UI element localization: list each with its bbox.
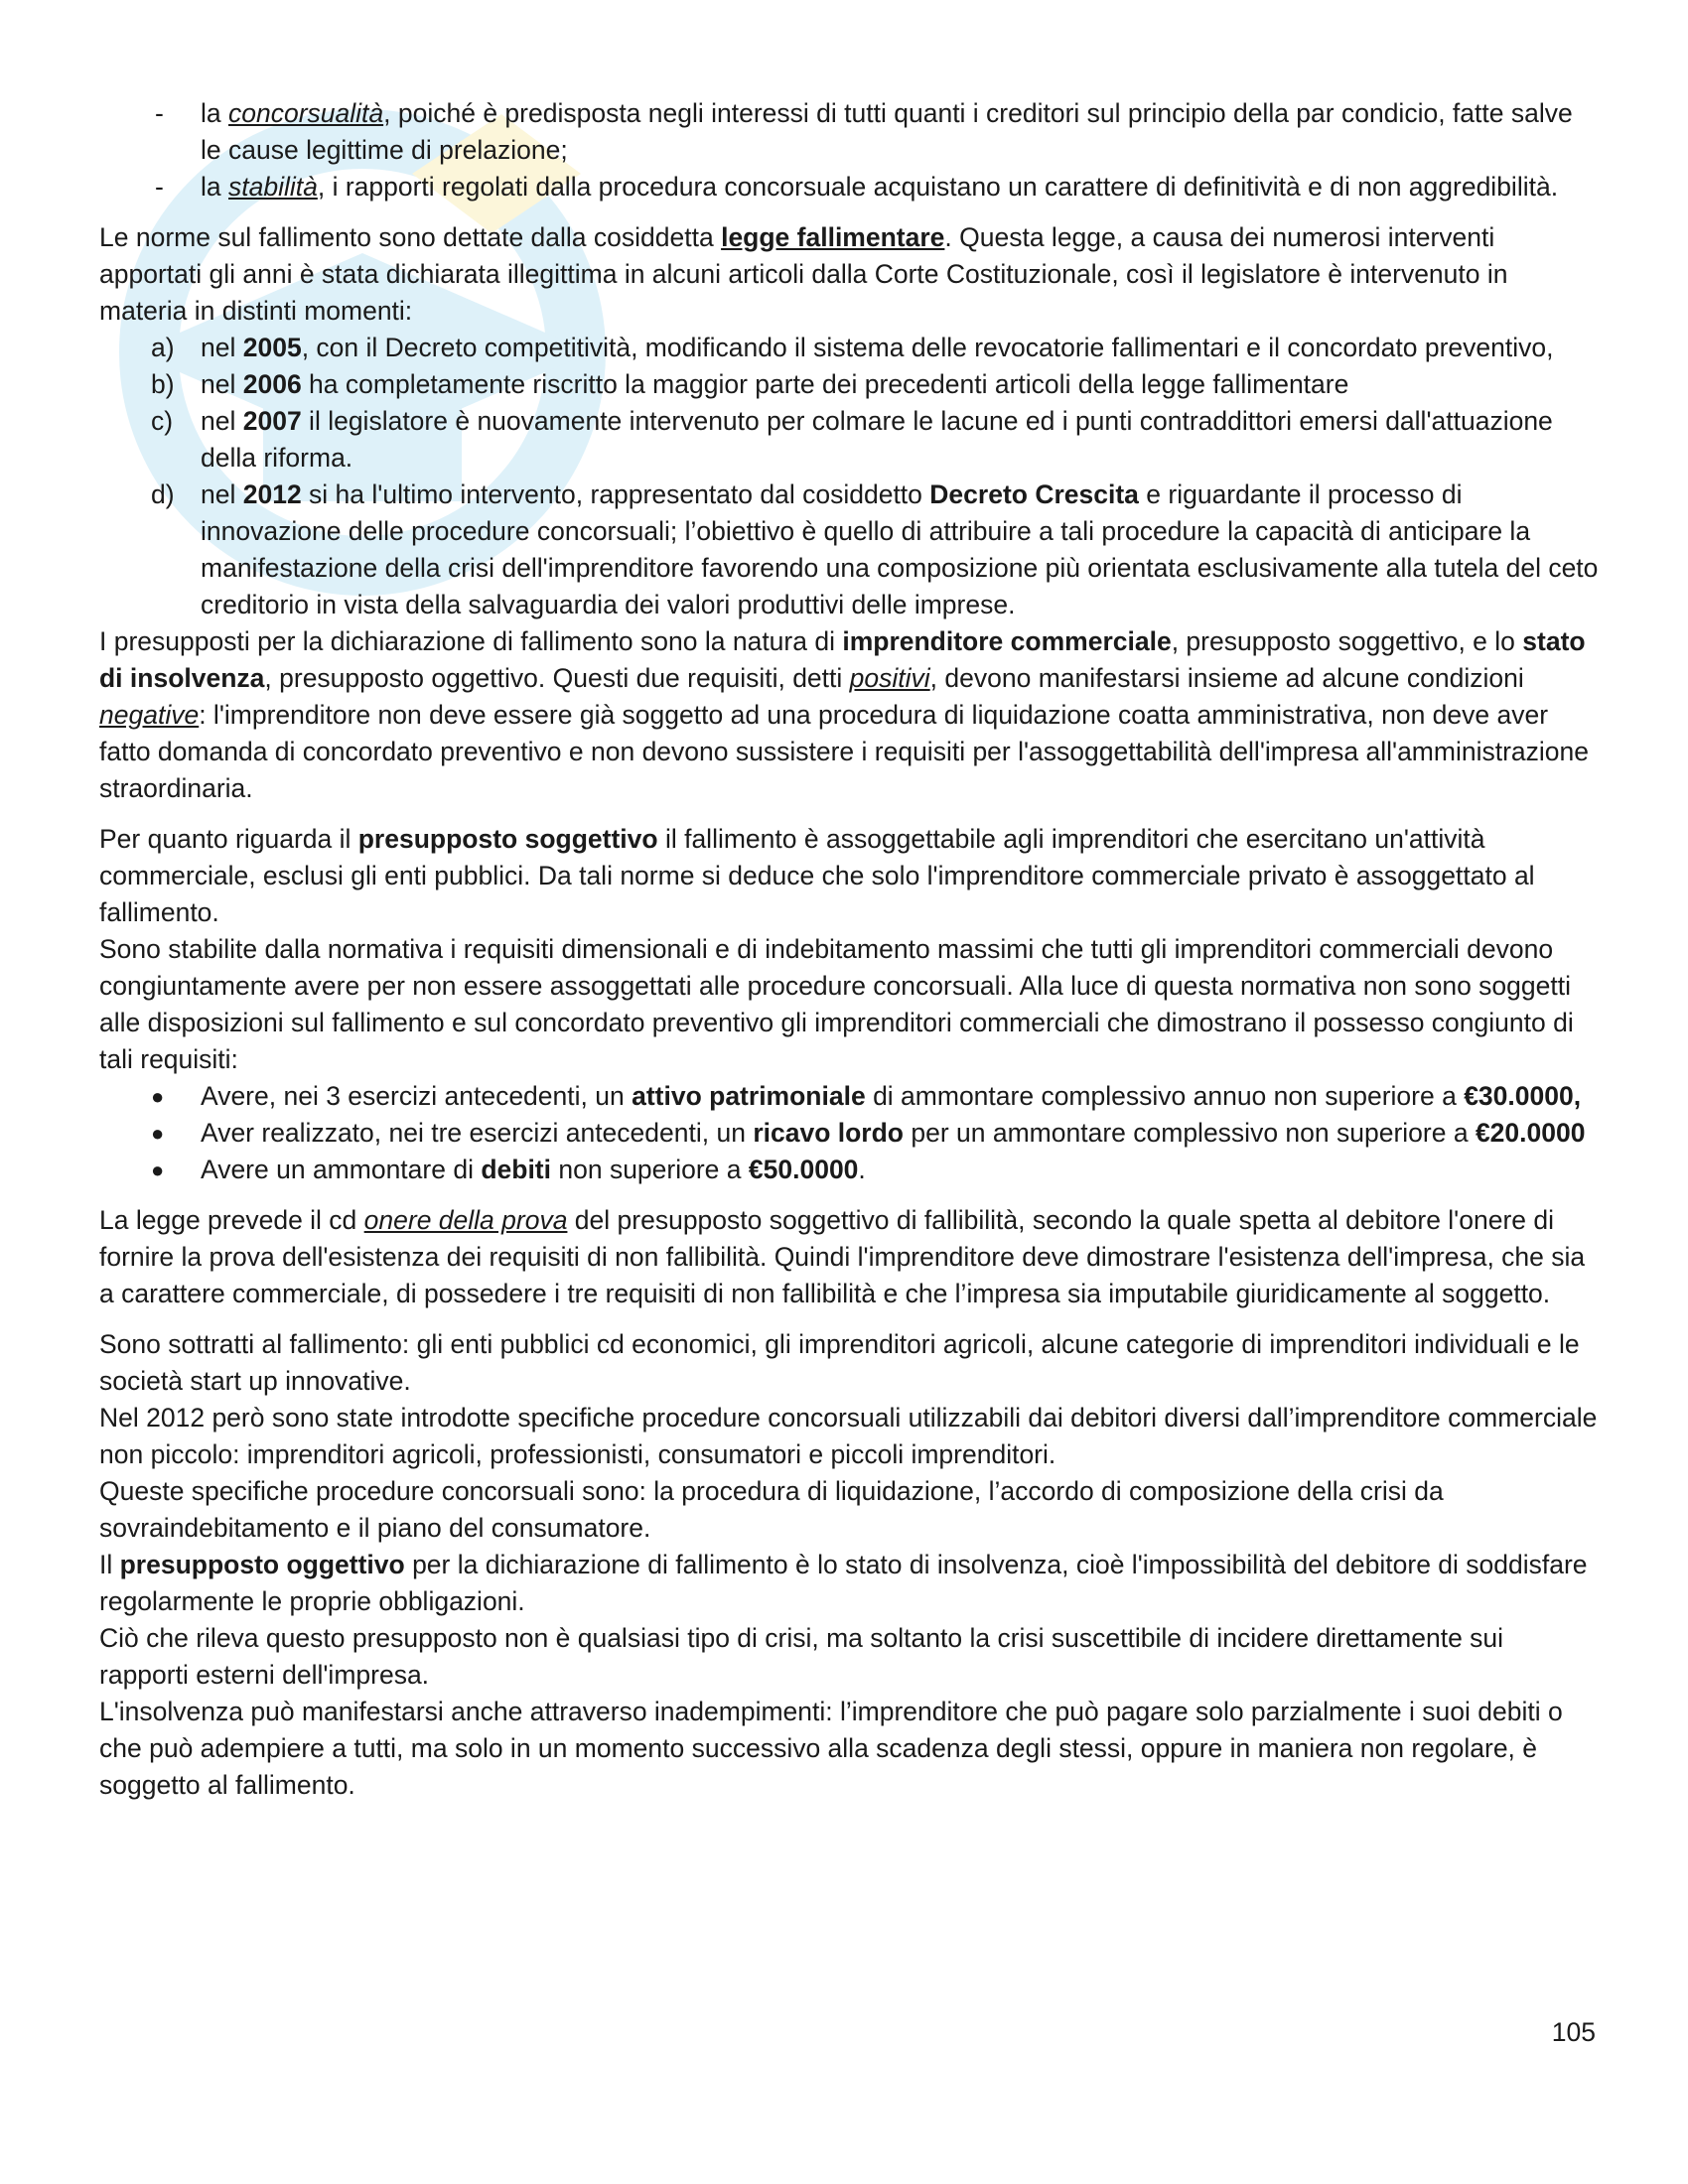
paragraph: L'insolvenza può manifestarsi anche attraverso inadempimenti: l’imprenditore che può pagare solo parzialmente i suoi debiti o che può adempiere a tutti, ma solo in un momento successivo alla scadenza degli stessi, oppure in maniera non regolare, è soggetto al fallimento.: [99, 1697, 1563, 1800]
list-item: b) nel 2006 ha completamente riscritto la maggior parte dei precedenti articoli della legge fallimentare: [151, 369, 1349, 399]
paragraph: Sono sottratti al fallimento: gli enti pubblici cd economici, gli imprenditori agricoli, alcune categorie di imprenditori individuali e le società start up innovative.: [99, 1329, 1580, 1396]
paragraph: Le norme sul fallimento sono dettate dalla cosiddetta legge fallimentare. Questa legge, a causa dei numerosi interventi apportati gli anni è stata dichiarata illegittima in alcuni articoli dalla Corte Costituzionale, così il legislatore è intervenuto in materia in distinti momenti:: [99, 222, 1508, 326]
paragraph: Ciò che rileva questo presupposto non è qualsiasi tipo di crisi, ma soltanto la crisi suscettibile di incidere direttamente sui rapporti esterni dell'impresa.: [99, 1623, 1504, 1690]
list-item: d) nel 2012 si ha l'ultimo intervento, rappresentato dal cosiddetto Decreto Crescita e riguardante il processo di innovazione delle procedure concorsuali; l’obiettivo è quello di attribuire a tali procedure la capacità di anticipare la manifestazione della crisi dell'imprenditore favorendo una composizione più orientata esclusivamente alla tutela del ceto creditorio in vista della salvaguardia dei valori produttivi delle imprese.: [151, 479, 1599, 619]
list-item: - la stabilità, i rapporti regolati dalla procedura concorsuale acquistano un carattere di definitività e di non aggredibilità.: [155, 172, 1559, 202]
paragraph: Queste specifiche procedure concorsuali sono: la procedura di liquidazione, l’accordo di composizione della crisi da sovraindebitamento e il piano del consumatore.: [99, 1476, 1444, 1543]
list-item: - la concorsualità, poiché è predisposta negli interessi di tutti quanti i creditori sul principio della par condicio, fatte salve le cause legittime di prelazione;: [155, 98, 1573, 165]
paragraph: Per quanto riguarda il presupposto soggettivo il fallimento è assoggettabile agli imprenditori che esercitano un'attività commerciale, esclusi gli enti pubblici. Da tali norme si deduce che solo l'imprenditore commerciale privato è assoggettato al fallimento.: [99, 824, 1535, 927]
list-item: ● Aver realizzato, nei tre esercizi antecedenti, un ricavo lordo per un ammontare complessivo non superiore a €20.0000: [151, 1118, 1586, 1148]
list-item: c) nel 2007 il legislatore è nuovamente intervenuto per colmare le lacune ed i punti contraddittori emersi dall'attuazione della riforma.: [151, 406, 1553, 473]
paragraph: Sono stabilite dalla normativa i requisiti dimensionali e di indebitamento massimi che tutti gli imprenditori commerciali devono congiuntamente avere per non essere assoggettati alle procedure concorsuali. Alla luce di questa normativa non sono soggetti alle disposizioni sul fallimento e sul concordato preventivo gli imprenditori commerciali che dimostrano il possesso congiunto di tali requisiti:: [99, 934, 1574, 1074]
paragraph: Nel 2012 però sono state introdotte specifiche procedure concorsuali utilizzabili dai debitori diversi dall’imprenditore commerciale non piccolo: imprenditori agricoli, professionisti, consumatori e piccoli imprenditori.: [99, 1403, 1598, 1469]
term-stabilita: stabilità: [228, 172, 318, 202]
list-item: ● Avere, nei 3 esercizi antecedenti, un attivo patrimoniale di ammontare complessivo annuo non superiore a €30.0000,: [151, 1081, 1582, 1111]
list-item: a) nel 2005, con il Decreto competitività, modificando il sistema delle revocatorie fallimentari e il concordato preventivo,: [151, 333, 1554, 362]
list-item: ● Avere un ammontare di debiti non superiore a €50.0000.: [151, 1155, 866, 1184]
paragraph: I presupposti per la dichiarazione di fallimento sono la natura di imprenditore commerciale, presupposto soggettivo, e lo stato di insolvenza, presupposto oggettivo. Questi due requisiti, detti positivi, devono manifestarsi insieme ad alcune condizioni negative: l'imprenditore non deve essere già soggetto ad una procedura di liquidazione coatta amministrativa, non deve aver fatto domanda di concordato preventivo e non devono sussistere i requisiti per l'assoggettabilità dell'impresa all'amministrazione straordinaria.: [99, 626, 1589, 803]
alpha-list: [99, 330, 1599, 623]
paragraph: La legge prevede il cd onere della prova del presupposto soggettivo di fallibilità, secondo la quale spetta al debitore l'onere di fornire la prova dell'esistenza dei requisiti di non fallibilità. Quindi l'imprenditore deve dimostrare l'esistenza dell'impresa, che sia a carattere commerciale, di possedere i tre requisiti di non fallibilità e che l’impresa sia imputabile giuridicamente al soggetto.: [99, 1205, 1586, 1308]
page-number: 105: [1551, 2017, 1596, 2047]
paragraph: Il presupposto oggettivo per la dichiarazione di fallimento è lo stato di insolvenza, cioè l'impossibilità del debitore di soddisfare regolarmente le proprie obbligazioni.: [99, 1550, 1588, 1616]
term-concorsualita: concorsualità: [228, 98, 384, 128]
bullet-list: [99, 1078, 1599, 1188]
document-page: [99, 95, 1599, 1804]
dash-list: [99, 95, 1599, 205]
